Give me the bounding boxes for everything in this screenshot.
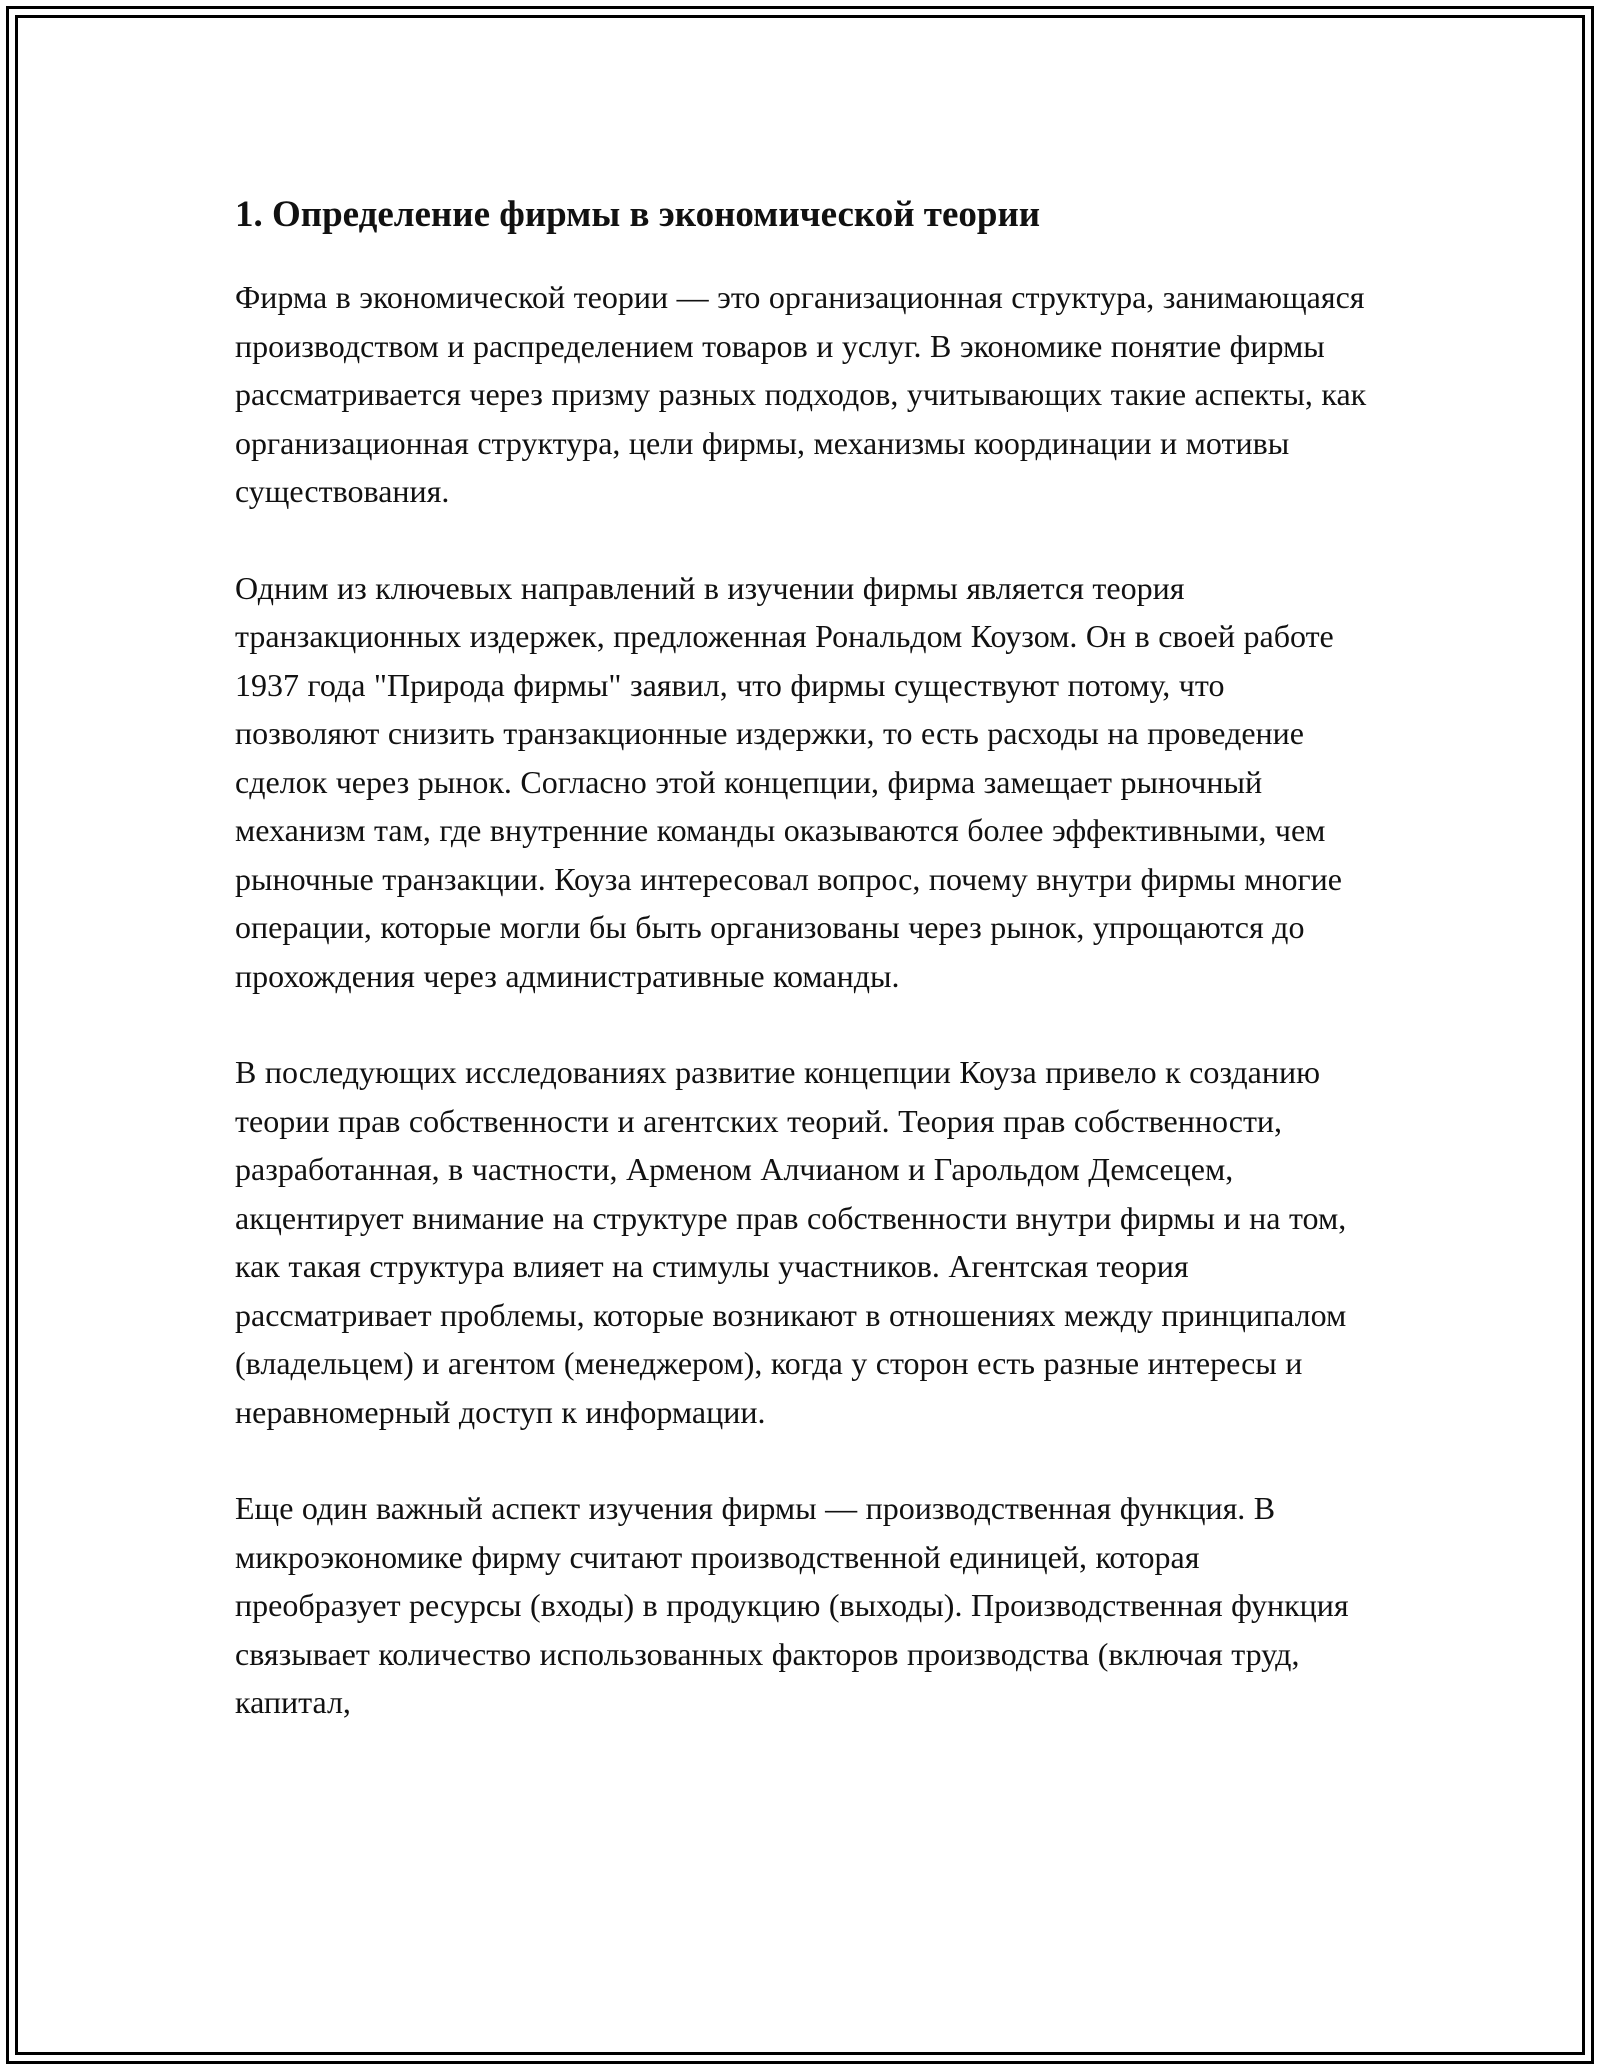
paragraph-firm-definition: Фирма в экономической теории — это организационная структура, занимающаяся производством и распределением товаров и услуг. В экономике понятие фирмы рассматривается через призму разных подходов, учитывающих такие аспекты, как организационная структура, цели фирмы, механизмы координации и мотивы существования. <box>235 279 1367 509</box>
paragraph-transaction-costs: Одним из ключевых направлений в изучении фирмы является теория транзакционных издержек, предложенная Рональдом Коузом. Он в своей работе 1937 года "Природа фирмы" заявил, что фирмы существуют потому, что позволяют снизить транзакционные издержки, то есть расходы на проведение сделок через рынок. Согласно этой концепции, фирма замещает рыночный механизм там, где внутренние команды оказываются более эффективными, чем рыночные транзакции. Коуза интересовал вопрос, почему внутри фирмы многие операции, которые могли бы быть организованы через рынок, упрощаются до прохождения через административные команды. <box>235 569 1342 994</box>
section-heading: 1. Определение фирмы в экономической теории <box>235 194 1041 235</box>
paragraph-production-function: Еще один важный аспект изучения фирмы — производственная функция. В микроэкономике фирму считают производственной единицей, которая преобразует ресурсы (входы) в продукцию (выходы). Производственная функция связывает количество использованных факторов производства (включая труд, капитал, <box>235 1490 1349 1720</box>
document-body <box>235 185 1370 1727</box>
paragraph-property-rights: В последующих исследованиях развитие концепции Коуза привело к созданию теории прав собственности и агентских теорий. Теория прав собственности, разработанная, в частности, Арменом Алчианом и Гарольдом Демсецем, акцентирует внимание на структуре прав собственности внутри фирмы и на том, как такая структура влияет на стимулы участников. Агентская теория рассматривает проблемы, которые возникают в отношениях между принципалом (владельцем) и агентом (менеджером), когда у сторон есть разные интересы и неравномерный доступ к информации. <box>235 1054 1347 1430</box>
